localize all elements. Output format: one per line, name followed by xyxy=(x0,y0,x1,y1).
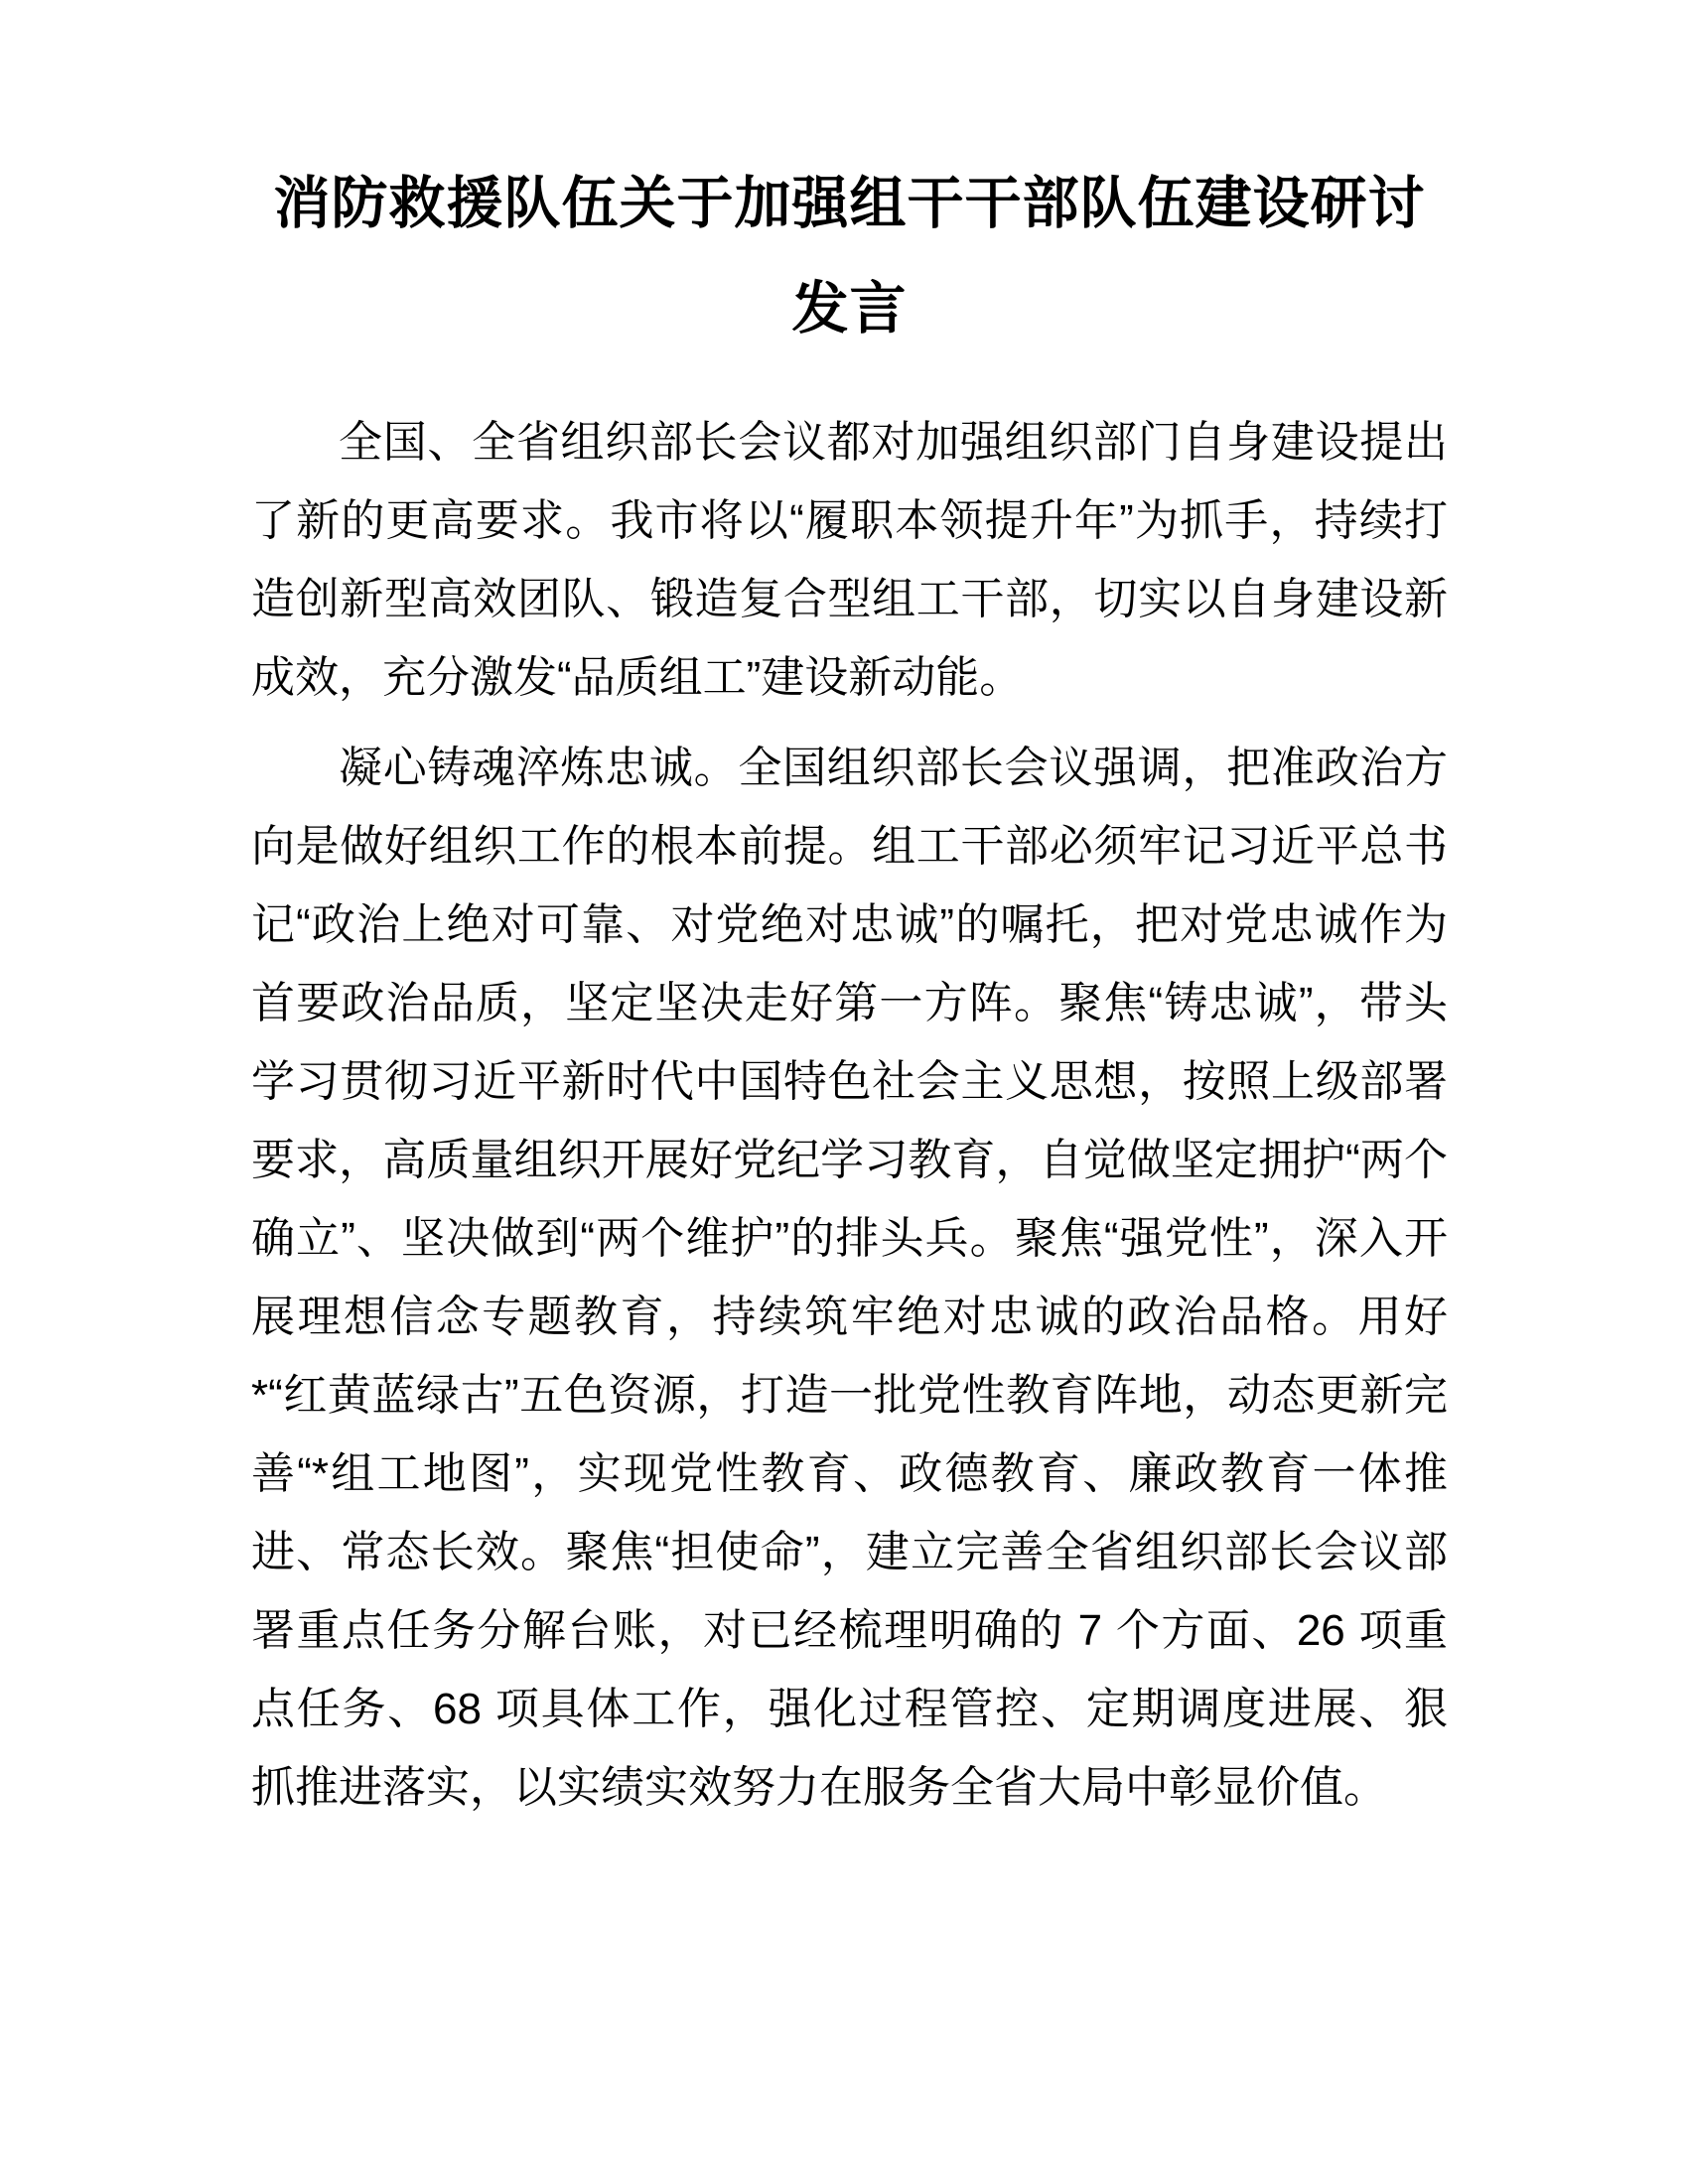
paragraph-loyalty: 凝心铸魂淬炼忠诚。全国组织部长会议强调，把准政治方向是做好组织工作的根本前提。组工干部必须牢记习近平总书记“政治上绝对可靠、对党绝对忠诚”的嘱托，把对党忠诚作为首要政治品质，坚定坚决走好第一方阵。聚焦“铸忠诚”，带头学习贯彻习近平新时代中国特色社会主义思想，按照上级部署要求，高质量组织开展好党纪学习教育，自觉做坚定拥护“两个确立”、坚决做到“两个维护”的排头兵。聚焦“强党性”，深入开展理想信念专题教育，持续筑牢绝对忠诚的政治品格。用好*“红黄蓝绿古”五色资源，打造一批党性教育阵地，动态更新完善“*组工地图”，实现党性教育、政德教育、廉政教育一体推进、常态长效。聚焦“担使命”，建立完善全省组织部长会议部署重点任务分解台账，对已经梳理明确的 7 个方面、26 项重点任务、68 项具体工作，强化过程管控、定期调度进展、狠抓推进落实，以实绩实效努力在服务全省大局中彰显价值。 xyxy=(251,744,1448,1812)
paragraph-intro: 全国、全省组织部长会议都对加强组织部门自身建设提出了新的更高要求。我市将以“履职本领提升年”为抓手，持续打造创新型高效团队、锻造复合型组工干部，切实以自身建设新成效，充分激发“品质组工”建设新动能。 xyxy=(251,418,1448,702)
document-title: 消防救援队伍关于加强组干干部队伍建设研讨发言 xyxy=(273,172,1426,341)
